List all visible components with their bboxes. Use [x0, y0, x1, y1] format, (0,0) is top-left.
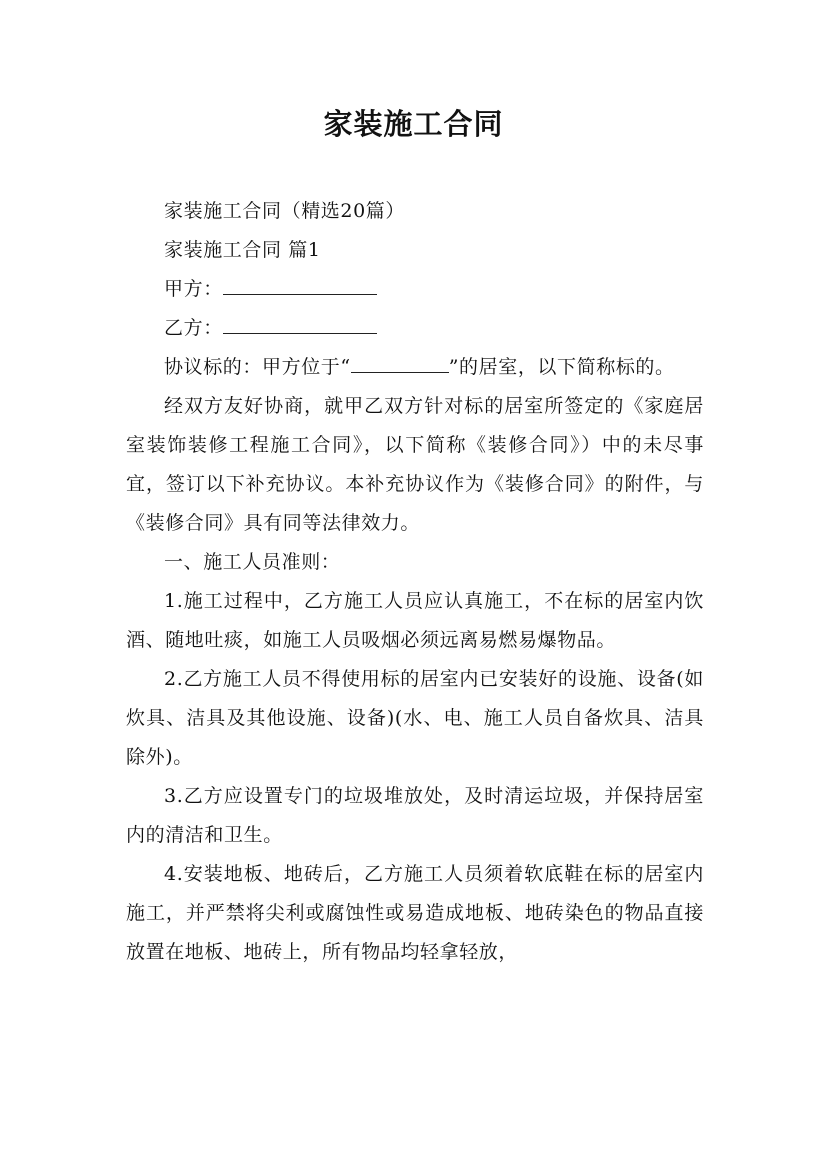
paragraph-section-heading: 家装施工合同 篇1	[164, 239, 321, 261]
paragraph-item-2: 2.乙方施工人员不得使用标的居室内已安装好的设施、设备(如炊具、洁具及其他设施、设备)(水、电、施工人员自备炊具、洁具除外)。	[126, 668, 704, 768]
party-a-line	[126, 270, 704, 309]
document-body	[126, 192, 704, 972]
party-a-blank	[223, 270, 377, 295]
subject-address-blank	[351, 348, 449, 373]
party-b-line	[126, 309, 704, 348]
party-a-label: 甲方：	[164, 278, 223, 300]
document-title: 家装施工合同	[323, 107, 504, 141]
party-b-blank	[223, 309, 377, 334]
paragraph-item-3: 3.乙方应设置专门的垃圾堆放处，及时清运垃圾，并保持居室内的清洁和卫生。	[126, 785, 704, 846]
paragraph-subtitle: 家装施工合同（精选20篇）	[164, 200, 405, 222]
subject-text-start: 协议标的：甲方位于“	[164, 356, 351, 378]
party-b-label: 乙方：	[164, 317, 223, 339]
paragraph-item-4: 4.安装地板、地砖后，乙方施工人员须着软底鞋在标的居室内施工，并严禁将尖利或腐蚀性或易造成地板、地砖染色的物品直接放置在地板、地砖上，所有物品均轻拿轻放，	[126, 863, 704, 963]
subject-paragraph	[126, 348, 704, 387]
paragraph-article-heading: 一、施工人员准则：	[164, 551, 341, 573]
subject-text-end: ”的居室，以下简称标的。	[448, 356, 675, 378]
paragraph-item-1: 1.施工过程中，乙方施工人员应认真施工，不在标的居室内饮酒、随地吐痰，如施工人员吸烟必须远离易燃易爆物品。	[126, 590, 704, 651]
paragraph-intro: 经双方友好协商，就甲乙双方针对标的居室所签定的《家庭居室装饰装修工程施工合同》，以下简称《装修合同》）中的未尽事宜，签订以下补充协议。本补充协议作为《装修合同》的附件，与《装修合同》具有同等法律效力。	[126, 395, 704, 534]
